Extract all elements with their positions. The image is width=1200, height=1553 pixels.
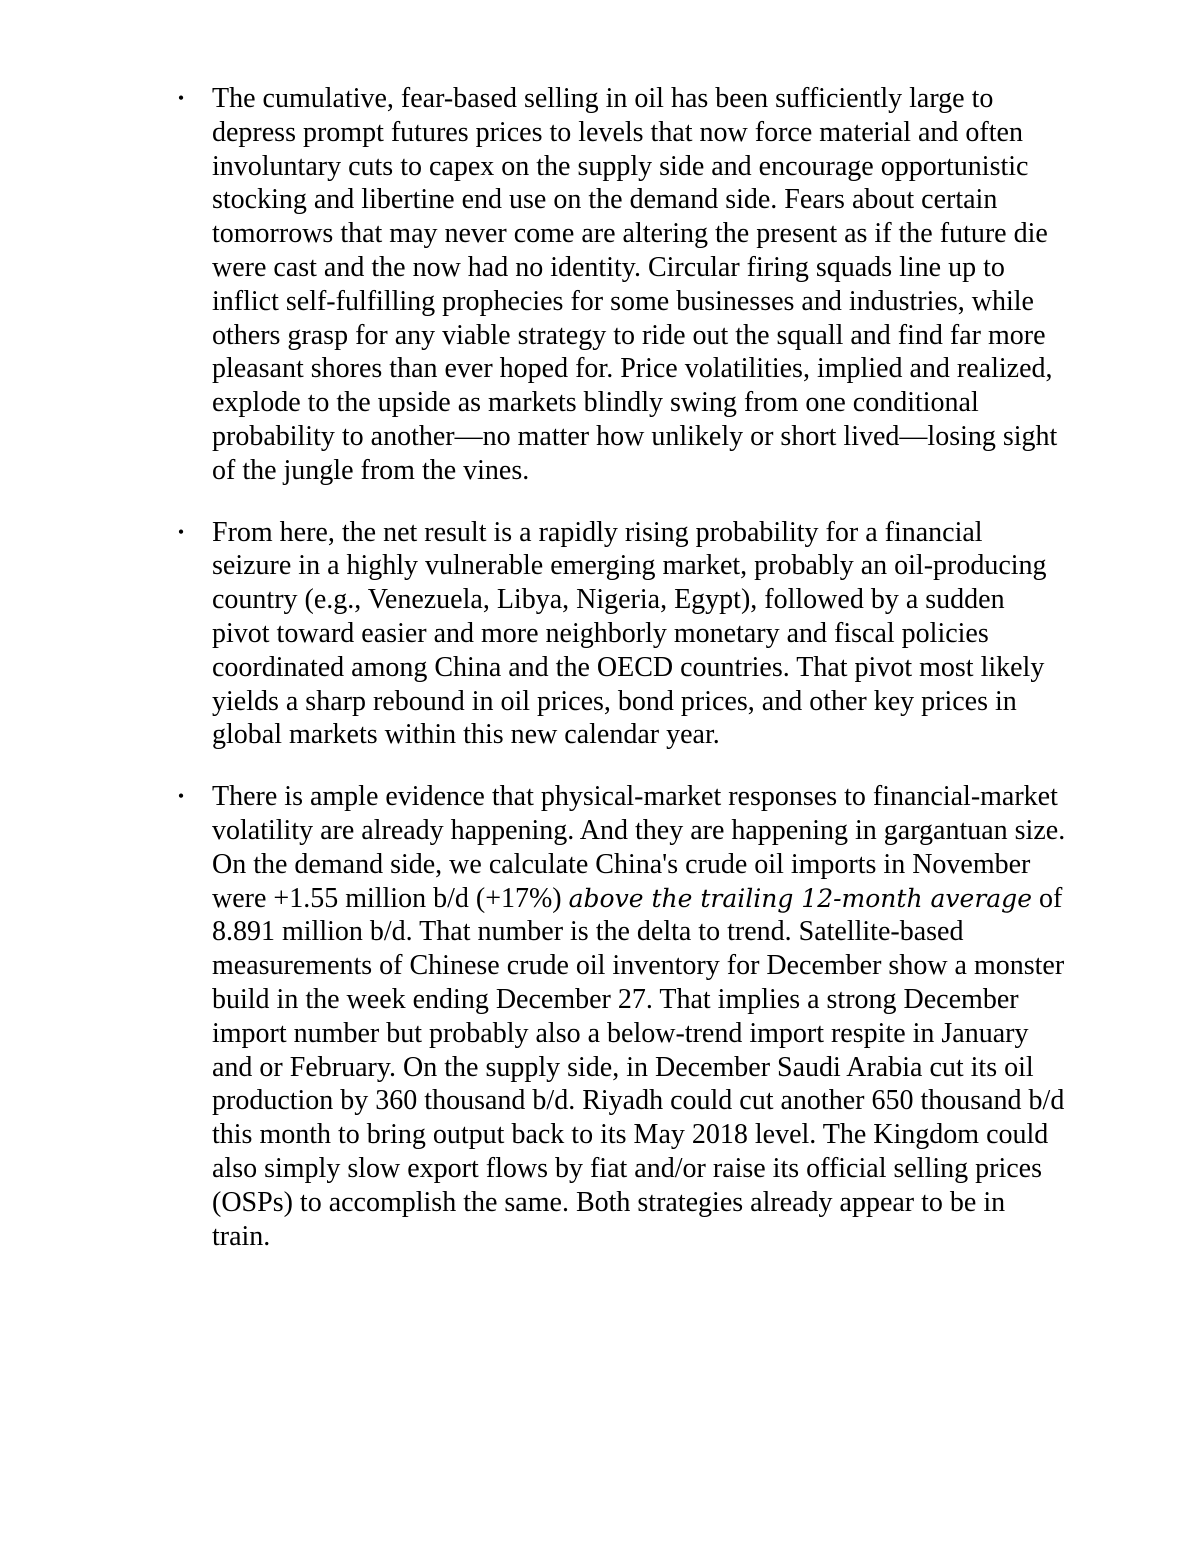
bullet-icon: • <box>177 786 185 807</box>
paragraph-text: The cumulative, fear-based selling in oil has been sufficiently large to depress prompt futures prices to levels that now force material and often involuntary cuts to capex on the supply side and encourage opportunistic stocking and libertine end use on the demand side. Fears about certain tomorrows that may never come are altering the present as if the future die were cast and the now had no identity. Circular firing squads line up to inflict self-fulfilling prophecies for some businesses and industries, while others grasp for any viable strategy to ride out the squall and find far more pleasant shores than ever hoped for. Price volatilities, implied and realized, explode to the upside as markets blindly swing from one conditional probability to another—no matter how unlikely or short lived—losing sight of the jungle from the vines. <box>212 83 1058 486</box>
bullet-icon: • <box>177 88 185 108</box>
italic-emphasis: above the trailing 12-month average <box>568 883 1032 913</box>
paragraph-text-segment: of 8.891 million b/d. That number is the delta to trend. Satellite-based measurements of Chinese crude oil inventory for December show a monster build in the week ending December 27. That implies a strong December import number but probably also a below-trend import respite in January and or February. On the supply side, in December Saudi Arabia cut its oil production by 360 thousand b/d. Riyadh could cut another 650 thousand b/d this month to bring output back to its May 2018 level. The Kingdom could also simply slow export flows by fiat and/or raise its official selling prices (OSPs) to accomplish the same. Both strategies already appear to be in train. <box>212 882 1065 1252</box>
bullet-icon: • <box>177 521 185 542</box>
list-item <box>168 516 1068 753</box>
list-item <box>168 82 1068 488</box>
paragraph-text <box>212 780 1068 1253</box>
bullet-list <box>168 82 1068 1281</box>
paragraph-text-segment: There is ample evidence that physical-market responses to financial-market volatility are already happening. And they are happening in gargantuan size. On the demand side, we calculate China's crude oil imports in November were +1.55 million b/d (+17%) <box>212 781 1066 914</box>
list-item <box>168 780 1068 1253</box>
paragraph-text: From here, the net result is a rapidly rising probability for a financial seizure in a highly vulnerable emerging market, probably an oil-producing country (e.g., Venezuela, Libya, Nigeria, Egypt), followed by a sudden pivot toward easier and more neighborly monetary and fiscal policies coordinated among China and the OECD countries. That pivot most likely yields a sharp rebound in oil prices, bond prices, and other key prices in global markets within this new calendar year. <box>212 516 1047 751</box>
